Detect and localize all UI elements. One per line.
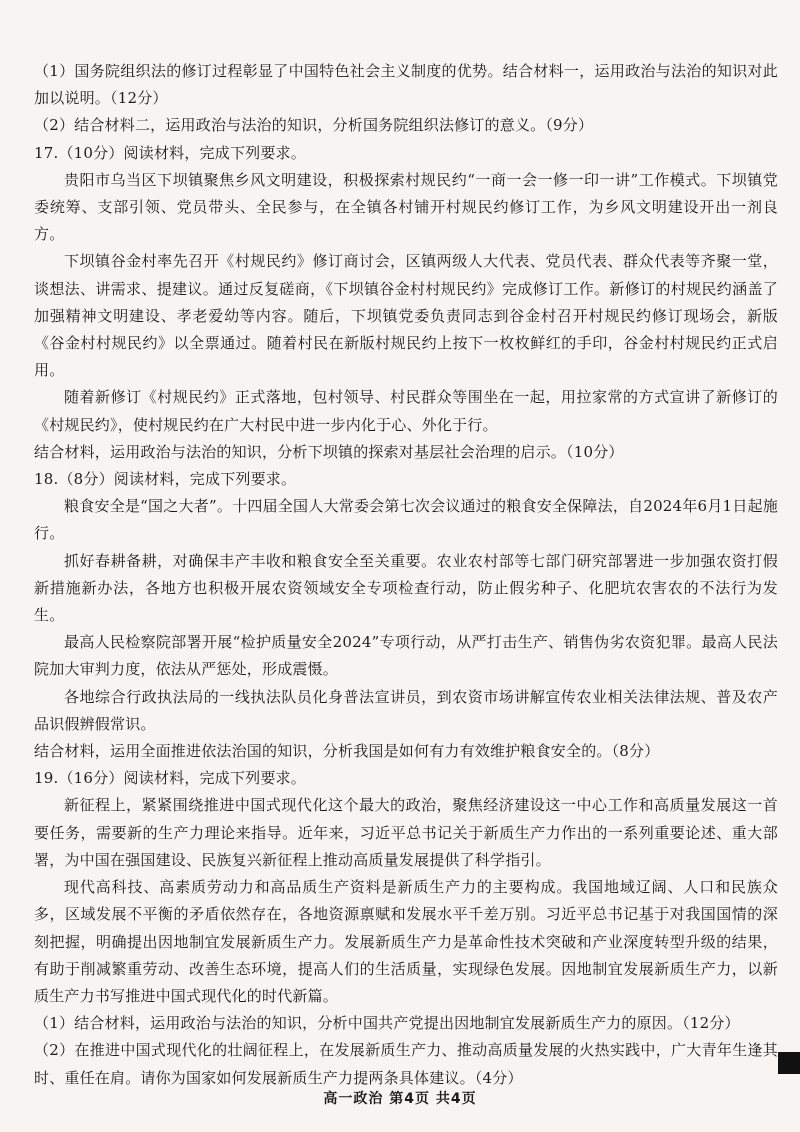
material-paragraph: 最高人民检察院部署开展“检护质量安全2024”专项行动，从严打击生产、销售伪劣农资犯罪。最高人民法院加大审判力度，依法从严惩处，形成震慑。 [34, 633, 778, 679]
edge-registration-mark [778, 1052, 800, 1074]
question-17-heading: 17.（10分）阅读材料，完成下列要求。 [34, 143, 306, 162]
question-16-part-2: （2）结合材料二，运用政治与法治的知识，分析国务院组织法修订的意义。（9分） [34, 116, 594, 135]
page-footer: 高一政治 第4页 共4页 [323, 1091, 477, 1107]
question-19-part-2: （2）在推进中国式现代化的壮阔征程上，在发展新质生产力、推动高质量发展的火热实践中，广大青年生逢其时、重任在肩。请你为国家如何发展新质生产力提两条具体建议。（4分） [34, 1041, 778, 1087]
question-19-heading: 19.（16分）阅读材料，完成下列要求。 [34, 769, 306, 788]
material-paragraph: 各地综合行政执法局的一线执法队员化身普法宣讲员，到农资市场讲解宣传农业相关法律法规、普及农产品识假辨假常识。 [34, 687, 778, 733]
material-paragraph: 贵阳市乌当区下坝镇聚焦乡风文明建设，积极探索村规民约“一商一会一修一印一讲”工作模式。下坝镇党委统筹、支部引领、党员带头、全民参与，在全镇各村铺开村规民约修订工作，为乡风文明建设开出一剂良方。 [34, 170, 778, 244]
material-paragraph: 粮食安全是“国之大者”。十四届全国人大常委会第七次会议通过的粮食安全保障法，自2024年6月1日起施行。 [34, 497, 778, 543]
material-paragraph: 现代高科技、高素质劳动力和高品质生产资料是新质生产力的主要构成。我国地域辽阔、人口和民族众多，区域发展不平衡的矛盾依然存在，各地资源禀赋和发展水平千差万别。习近平总书记基于对我国国情的深刻把握，明确提出因地制宜发展新质生产力。发展新质生产力是革命性技术突破和产业深度转型升级的结果，有助于削减繁重劳动、改善生态环境，提高人们的生活质量，实现绿色发展。因地制宜发展新质生产力，以新质生产力书写推进中国式现代化的时代新篇。 [34, 878, 778, 1005]
question-16-part-1: （1）国务院组织法的修订过程彰显了中国特色社会主义制度的优势。结合材料一，运用政治与法治的知识对此加以说明。（12分） [34, 62, 778, 108]
question-19-part-1: （1）结合材料，运用政治与法治的知识，分析中国共产党提出因地制宜发展新质生产力的原因。（12分） [34, 1014, 740, 1033]
material-paragraph: 抓好春耕备耕，对确保丰产丰收和粮食安全至关重要。农业农村部等七部门研究部署进一步加强农资打假新措施新办法，各地方也积极开展农资领域安全专项检查行动，防止假劣种子、化肥坑农害农的不法行为发生。 [34, 551, 778, 625]
material-paragraph: 下坝镇谷金村率先召开《村规民约》修订商讨会，区镇两级人大代表、党员代表、群众代表等齐聚一堂，谈想法、讲需求、提建议。通过反复磋商，《下坝镇谷金村村规民约》完成修订工作。新修订的村规民约涵盖了加强精神文明建设、孝老爱幼等内容。随后，下坝镇党委负责同志到谷金村召开村规民约修订现场会，新版《谷金村村规民约》以全票通过。随着村民在新版村规民约上按下一枚枚鲜红的手印，谷金村村规民约正式启用。 [34, 252, 778, 380]
question-18-prompt: 结合材料，运用全面推进依法治国的知识，分析我国是如何有力有效维护粮食安全的。（8分） [34, 742, 660, 761]
question-content [34, 58, 778, 1092]
question-18-heading: 18.（8分）阅读材料，完成下列要求。 [34, 470, 297, 489]
material-paragraph: 随着新修订《村规民约》正式落地，包村领导、村民群众等围坐在一起，用拉家常的方式宣讲了新修订的《村规民约》，使村规民约在广大村民中进一步内化于心、外化于行。 [34, 388, 778, 434]
material-paragraph: 新征程上，紧紧围绕推进中国式现代化这个最大的政治，聚焦经济建设这一中心工作和高质量发展这一首要任务，需要新的生产力理论来指导。近年来，习近平总书记关于新质生产力作出的一系列重要论述、重大部署，为中国在强国建设、民族复兴新征程上推动高质量发展提供了科学指引。 [34, 796, 778, 869]
question-17-prompt: 结合材料，运用政治与法治的知识，分析下坝镇的探索对基层社会治理的启示。（10分） [34, 442, 624, 461]
